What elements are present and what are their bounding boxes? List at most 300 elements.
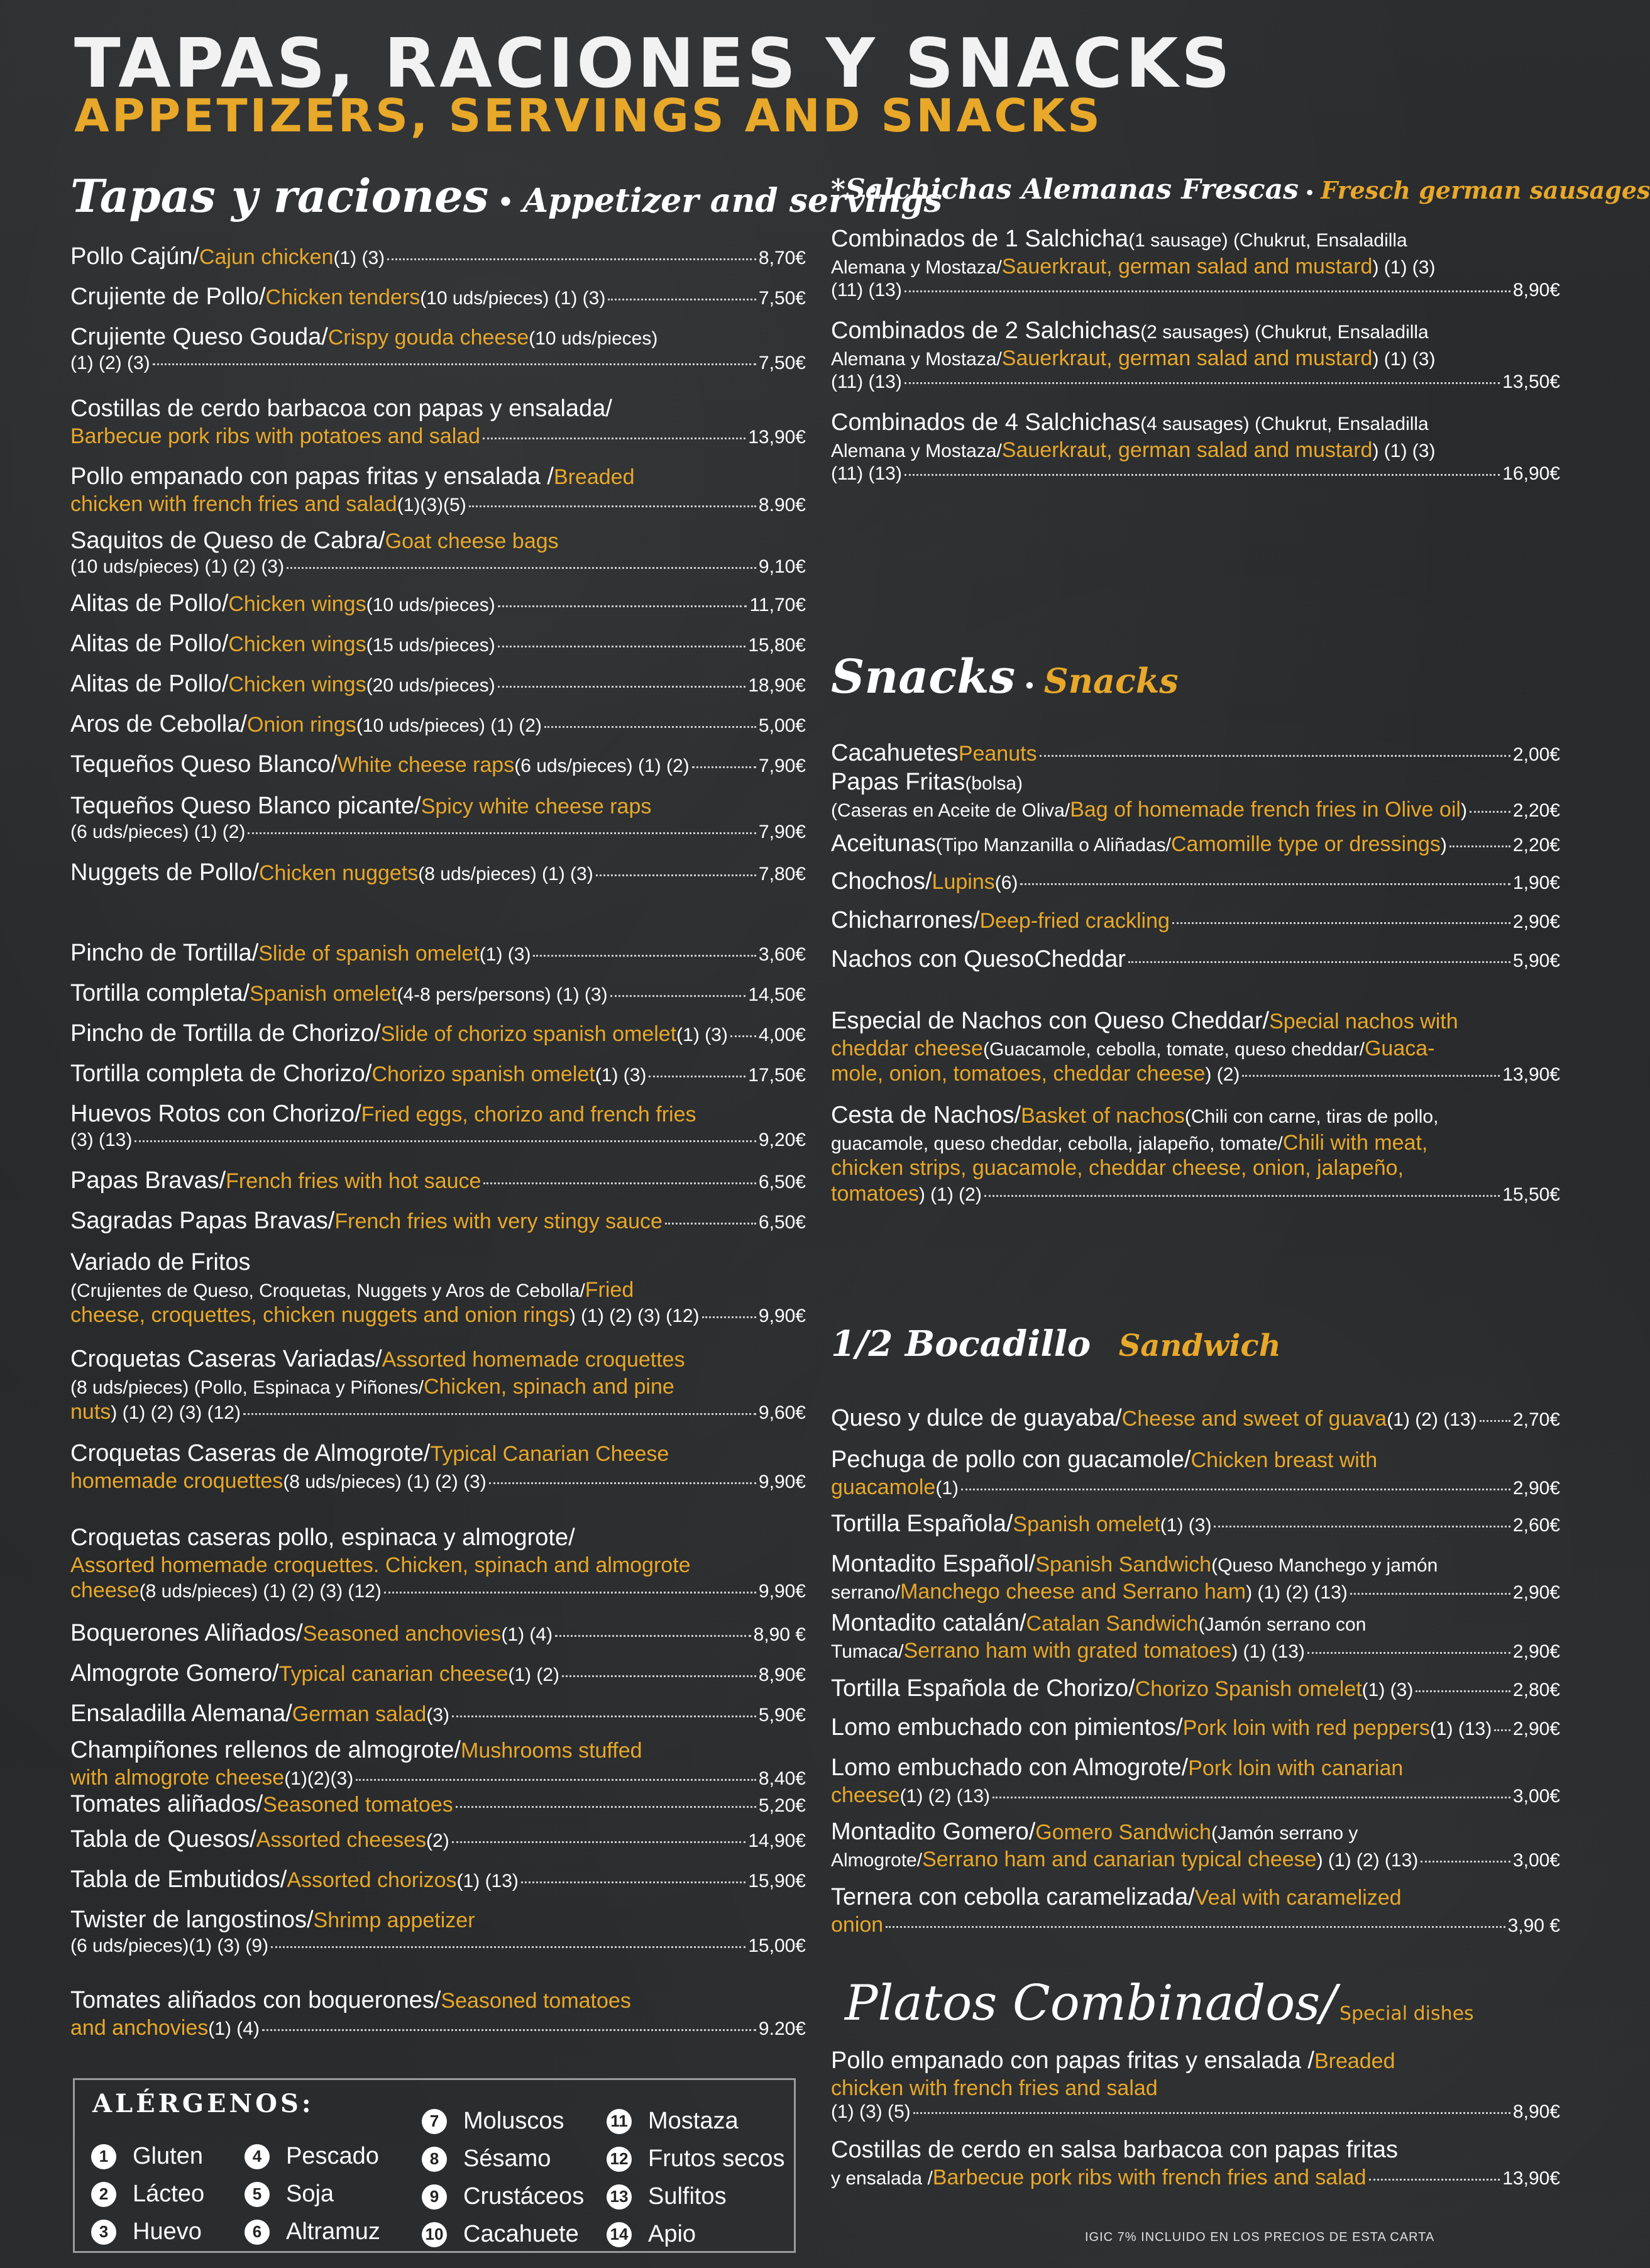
allergen-number-icon: 12: [607, 2147, 632, 2172]
item-detail: (20 uds/pieces): [366, 675, 495, 696]
menu-item: [831, 1510, 1560, 1539]
item-detail: ): [1460, 800, 1467, 821]
item-detail: (Crujientes de Queso, Croquetas, Nuggets y Aros de Cebolla/: [70, 1280, 585, 1301]
item-detail: (1)(3)(5): [397, 494, 466, 515]
item-name: Crujiente de Pollo/: [70, 284, 266, 310]
item-detail: ): [1440, 835, 1447, 856]
item-detail: y ensalada /: [831, 2167, 933, 2189]
menu-item: [70, 1700, 806, 1729]
item-english: Seasoned anchovies: [302, 1622, 502, 1646]
item-english: Chicken tenders: [265, 285, 421, 309]
item-price: 15,50€: [1502, 1184, 1560, 1206]
menu-item: [70, 979, 806, 1008]
item-english: Assorted chorizos: [287, 1868, 457, 1892]
section-title: *Salchichas Alemanas Frescas: [831, 173, 1299, 206]
menu-item: [70, 1736, 806, 1790]
item-name: Crujiente Queso Gouda/: [70, 324, 328, 350]
item-english: Pork loin with red peppers: [1182, 1716, 1430, 1740]
item-detail: (Queso Manchego y jamón: [1211, 1555, 1438, 1576]
item-english: Chorizo Spanish omelet: [1135, 1677, 1362, 1701]
item-name: Alitas de Pollo/: [70, 630, 229, 657]
item-english: Spanish Sandwich: [1035, 1553, 1212, 1577]
item-detail: (10 uds/pieces): [366, 595, 495, 615]
allergen-item: [91, 2181, 204, 2208]
item-english: Chorizo spanish omelet: [371, 1062, 595, 1086]
section-subtitle: Special dishes: [1339, 2003, 1474, 2025]
item-name: Combinados de 2 Salchichas: [831, 317, 1141, 344]
item-english: Fried: [585, 1277, 634, 1302]
item-english: onion: [831, 1912, 884, 1937]
item-price: 2,90€: [1512, 1641, 1560, 1662]
item-english: chicken with french fries and salad: [70, 492, 397, 516]
item-price: 14,50€: [748, 984, 806, 1005]
item-price: 9,90€: [758, 1471, 806, 1492]
menu-item: [831, 1404, 1560, 1433]
allergens-legend: [73, 2078, 796, 2253]
menu-item: [70, 1906, 806, 1957]
item-price: 9,10€: [758, 556, 806, 577]
dot-leader: [533, 955, 756, 957]
item-name: Lomo embuchado con Almogrote/: [831, 1754, 1189, 1781]
menu-item: [831, 317, 1560, 394]
item-price: 3,60€: [758, 944, 806, 965]
menu-item: [70, 1524, 806, 1604]
item-english: Chicken breast with: [1191, 1448, 1378, 1472]
item-detail: (8 uds/pieces) (Pollo, Espinaca y Piñones/: [70, 1377, 424, 1398]
item-detail: (6 uds/pieces) (1) (2): [514, 756, 690, 776]
menu-item: [70, 395, 806, 449]
allergen-item: [245, 2218, 380, 2245]
item-name: Papas Fritas: [831, 769, 965, 795]
item-name: Combinados de 1 Salchicha: [831, 226, 1129, 252]
dot-leader: [1369, 2179, 1500, 2181]
item-name: Combinados de 4 Salchichas: [831, 409, 1141, 436]
item-price: 15,90€: [748, 1871, 806, 1891]
dot-leader: [248, 832, 756, 834]
item-detail: (3) (13): [70, 1129, 133, 1150]
dot-leader: [498, 646, 746, 647]
item-detail: (1) (4): [501, 1624, 553, 1645]
item-detail: (1) (2) (3): [70, 352, 150, 373]
menu-item: [70, 1660, 806, 1688]
dot-leader: [1494, 1729, 1510, 1731]
item-price: 7,50€: [758, 288, 806, 309]
allergen-label: Mostaza: [648, 2108, 739, 2134]
menu-item: [831, 1754, 1560, 1808]
menu-item: [70, 283, 806, 312]
item-english: German salad: [292, 1702, 427, 1726]
menu-item: [70, 710, 806, 739]
dot-leader: [1172, 922, 1510, 924]
menu-item: [70, 1345, 806, 1425]
item-detail: serrano/: [831, 1582, 901, 1603]
item-price: 6,50€: [758, 1212, 806, 1233]
item-price: 9,90€: [758, 1306, 806, 1327]
item-name: Tabla de Quesos/: [70, 1826, 256, 1852]
item-price: 16,90€: [1502, 463, 1560, 485]
dot-leader: [905, 290, 1510, 292]
dot-leader: [469, 505, 756, 507]
item-english: Breaded: [1314, 2049, 1395, 2073]
allergen-item: [91, 2143, 203, 2170]
item-name: Aceitunas: [831, 830, 936, 857]
item-name: Alitas de Pollo/: [70, 590, 229, 617]
tax-note: IGIC 7% INCLUIDO EN LOS PRECIOS DE ESTA CARTA: [1085, 2230, 1435, 2244]
menu-item: [70, 1248, 806, 1328]
item-detail: Alemana y Mostaza/: [831, 256, 1002, 278]
menu-item: [70, 1986, 806, 2040]
dot-leader: [1040, 755, 1510, 757]
item-price: 3,90 €: [1507, 1915, 1560, 1936]
dot-leader: [271, 1946, 745, 1948]
dot-leader: [596, 874, 756, 876]
allergen-number-icon: 14: [607, 2222, 632, 2247]
menu-item: [70, 527, 806, 578]
item-english: Catalan Sandwich: [1026, 1612, 1199, 1636]
menu-item: [70, 1866, 806, 1895]
dot-leader: [1020, 883, 1510, 885]
dot-leader: [702, 1316, 756, 1318]
item-english: Veal with caramelized: [1194, 1886, 1402, 1910]
item-detail: ) (1) (2) (3) (12): [569, 1306, 700, 1327]
heading-separator: •: [1025, 672, 1034, 698]
menu-item: [70, 590, 806, 619]
item-english: Seasoned tomatoes: [263, 1793, 453, 1817]
item-name: Pollo Cajún/: [70, 243, 199, 270]
item-detail: (1) (3): [1160, 1515, 1212, 1536]
item-name: Costillas de cerdo en salsa barbacoa con papas fritas: [831, 2137, 1398, 2163]
dot-leader: [456, 1806, 756, 1808]
item-price: 5,00€: [758, 715, 806, 736]
item-name: Croquetas Caseras Variadas/: [70, 1346, 382, 1372]
menu-item: [70, 1825, 806, 1854]
dot-leader: [1416, 1690, 1510, 1692]
heading-separator: •: [500, 184, 512, 219]
allergen-number-icon: 8: [422, 2147, 447, 2172]
item-name: Tomates aliñados/: [70, 1791, 263, 1817]
allergen-label: Frutos secos: [648, 2145, 785, 2172]
item-detail: (Tipo Manzanilla o Aliñadas/: [935, 835, 1171, 856]
item-detail: ) (1) (3): [1372, 256, 1436, 278]
allergen-item: [245, 2143, 379, 2170]
dot-leader: [610, 995, 746, 997]
item-english: chicken strips, guacamole, cheddar cheese, onion, jalapeño,: [831, 1156, 1404, 1181]
item-english: Fried eggs, chorizo and french fries: [361, 1103, 696, 1126]
item-english: cheese, croquettes, chicken nuggets and onion rings: [70, 1303, 569, 1328]
item-name: Tortilla completa de Chorizo/: [70, 1060, 372, 1087]
item-name: Pincho de Tortilla de Chorizo/: [70, 1020, 381, 1047]
menu-item: [831, 2047, 1560, 2123]
menu-item: [831, 1609, 1560, 1663]
dot-leader: [1480, 1420, 1510, 1422]
item-english: Shrimp appetizer: [313, 1908, 475, 1932]
item-detail: (1) (13): [456, 1871, 519, 1891]
item-english: cheese: [70, 1578, 140, 1603]
item-english: Pork loin with canarian: [1188, 1756, 1404, 1780]
item-detail: ) (1) (3): [1372, 440, 1436, 461]
item-price: 5,20€: [758, 1795, 806, 1816]
item-name: Nachos con Queso: [831, 946, 1035, 972]
item-detail: (8 uds/pieces) (1) (3): [418, 864, 593, 884]
dot-leader: [1421, 1861, 1510, 1863]
item-name: Costillas de cerdo barbacoa con papas y ensalada/: [70, 395, 612, 422]
item-name: Tortilla Española de Chorizo/: [831, 1675, 1135, 1702]
allergen-item: [607, 2145, 785, 2172]
menu-item: [70, 1060, 806, 1089]
item-price: 13,90€: [1502, 1064, 1560, 1086]
item-price: 13,50€: [1502, 372, 1560, 393]
allergen-item: [607, 2108, 739, 2135]
item-english: Chicken, spinach and pine: [423, 1374, 674, 1399]
item-detail: Almogrote/: [831, 1849, 923, 1871]
dot-leader: [262, 2029, 756, 2031]
item-price: 5,90€: [1512, 950, 1560, 971]
menu-item: [70, 1020, 806, 1049]
item-english: Basket of nachos: [1021, 1104, 1185, 1128]
item-detail: (1) (3): [1361, 1680, 1414, 1700]
menu-item: [70, 670, 806, 699]
item-price: 9.20€: [758, 2018, 806, 2039]
section-title: Platos Combinados/: [845, 1975, 1337, 2032]
dot-leader: [498, 686, 746, 688]
menu-item: [70, 1207, 806, 1236]
item-detail: guacamole, queso cheddar, cebolla, jalapeño, tomate/: [831, 1133, 1283, 1154]
item-detail: (1) (3) (5): [831, 2101, 911, 2123]
allergen-number-icon: 9: [422, 2184, 447, 2210]
menu-item: [831, 1007, 1560, 1087]
item-name: Cheddar: [1034, 946, 1126, 972]
allergen-item: [422, 2108, 564, 2135]
section-heading-sausages: [831, 173, 1650, 206]
item-price: 2,90€: [1512, 1719, 1560, 1739]
item-english: Lupins: [932, 870, 995, 894]
menu-item: [831, 1818, 1560, 1872]
item-price: 8,90€: [758, 1665, 806, 1685]
menu-item: [70, 463, 806, 517]
allergen-item: [607, 2183, 727, 2210]
item-price: 8,90€: [1512, 2101, 1560, 2123]
item-english: Assorted homemade croquettes. Chicken, spinach and almogrote: [70, 1553, 691, 1577]
item-detail: (1) (2): [508, 1665, 560, 1685]
menu-item: [70, 1619, 806, 1648]
menu-subtitle: APPETIZERS, SERVINGS AND SNACKS: [74, 89, 1103, 142]
menu-item: [831, 867, 1560, 896]
item-name: Montadito Español/: [831, 1551, 1036, 1577]
section-heading-platos: [845, 1975, 1560, 2032]
item-name: Pincho de Tortilla/: [70, 940, 259, 966]
item-name: Croquetas Caseras de Almogrote/: [70, 1440, 431, 1467]
item-name: Boquerones Aliñados/: [70, 1620, 303, 1646]
item-price: 8,90 €: [753, 1624, 806, 1645]
item-name: Nuggets de Pollo/: [70, 859, 259, 886]
item-price: 2,70€: [1512, 1409, 1560, 1430]
section-heading-tapas: [70, 169, 942, 223]
dot-leader: [1214, 1526, 1510, 1528]
item-detail: (3): [426, 1705, 449, 1726]
item-detail: (6): [994, 873, 1018, 893]
allergen-number-icon: 7: [422, 2109, 447, 2134]
item-detail: (bolsa): [965, 773, 1023, 794]
dot-leader: [608, 299, 756, 300]
item-price: 2,60€: [1512, 1515, 1560, 1536]
item-name: Tortilla completa/: [70, 980, 250, 1006]
allergens-title: ALÉRGENOS:: [92, 2089, 314, 2118]
item-price: 5,90€: [758, 1705, 806, 1726]
dot-leader: [1307, 1652, 1510, 1654]
item-english: French fries with very stingy sauce: [334, 1209, 663, 1233]
menu-item: [831, 945, 1560, 974]
item-detail: (Jamón serrano y: [1211, 1823, 1358, 1844]
item-detail: (1) (13): [1429, 1719, 1492, 1739]
item-name: Saquitos de Queso de Cabra/: [70, 527, 385, 554]
item-english: cheddar cheese: [831, 1036, 983, 1060]
item-name: Champiñones rellenos de almogrote/: [70, 1737, 461, 1763]
dot-leader: [1128, 961, 1510, 963]
menu-item: [70, 1440, 806, 1494]
item-price: 7,90€: [758, 821, 806, 842]
item-english: Bag of homemade french fries in Olive oil: [1070, 797, 1461, 822]
item-price: 2,90€: [1512, 911, 1560, 932]
menu-item: [831, 1550, 1560, 1604]
item-english: Cheese and sweet of guava: [1121, 1407, 1387, 1431]
dot-leader: [1449, 845, 1510, 847]
item-english: Slide of chorizo spanish omelet: [380, 1022, 677, 1046]
item-english: chicken with french fries and salad: [831, 2076, 1158, 2100]
item-detail: ) (1) (2): [918, 1184, 982, 1206]
menu-title: TAPAS, RACIONES Y SNACKS: [74, 25, 1233, 103]
allergen-label: Gluten: [133, 2143, 203, 2169]
item-detail: (1) (4): [208, 2018, 260, 2039]
item-english: Sauerkraut, german salad and mustard: [1001, 346, 1373, 370]
allergen-number-icon: 4: [245, 2144, 270, 2169]
dot-leader: [913, 2112, 1510, 2114]
dot-leader: [730, 1035, 756, 1037]
item-name: Ensaladilla Alemana/: [70, 1700, 292, 1727]
item-english: Deep-fried crackling: [979, 909, 1170, 933]
item-english: Gomero Sandwich: [1035, 1820, 1211, 1844]
item-english: Chicken wings: [228, 592, 366, 616]
section-heading-sandwich: [831, 1323, 1560, 1365]
item-english: Chicken nuggets: [258, 861, 419, 885]
item-english: Guaca-: [1364, 1036, 1435, 1060]
item-english: cheese: [831, 1783, 900, 1807]
item-name: Especial de Nachos con Queso Cheddar/: [831, 1008, 1270, 1034]
dot-leader: [384, 1592, 756, 1594]
dot-leader: [905, 474, 1500, 476]
menu-item: [831, 1101, 1560, 1207]
menu-item: [831, 1714, 1560, 1742]
item-detail: (Caseras en Aceite de Oliva/: [831, 800, 1070, 821]
item-name: Pollo empanado con papas fritas y ensalada /: [70, 463, 554, 490]
menu-item: [831, 1883, 1560, 1937]
item-detail: (6 uds/pieces)(1) (3) (9): [70, 1935, 269, 1956]
item-price: 8,90€: [1512, 280, 1560, 301]
allergen-label: Crustáceos: [463, 2183, 585, 2210]
item-english: Slide of spanish omelet: [258, 942, 480, 966]
item-detail: (1) (3): [595, 1065, 647, 1086]
allergen-number-icon: 3: [91, 2220, 116, 2245]
item-english: Chili with meat,: [1282, 1130, 1428, 1155]
menu-item: [831, 830, 1560, 859]
item-name: Montadito Gomero/: [831, 1819, 1036, 1845]
item-english: with almogrote cheese: [70, 1765, 285, 1790]
item-name: Sagradas Papas Bravas/: [70, 1208, 335, 1234]
item-english: Typical canarian cheese: [278, 1662, 509, 1686]
item-english: guacamole: [831, 1475, 936, 1499]
allergen-item: [422, 2221, 579, 2248]
item-price: 9,20€: [758, 1129, 806, 1150]
menu-item: [831, 739, 1560, 768]
dot-leader: [562, 1675, 756, 1677]
menu-item: [831, 2136, 1560, 2190]
item-detail: (Guacamole, cebolla, tomate, queso cheddar/: [982, 1038, 1365, 1060]
allergen-label: Soja: [286, 2181, 334, 2207]
item-english: homemade croquettes: [70, 1468, 283, 1493]
item-name: Variado de Fritos: [70, 1249, 251, 1275]
item-english: Spanish omelet: [250, 982, 397, 1006]
item-detail: (1 sausage) (Chukrut, Ensaladilla: [1128, 230, 1407, 251]
allergen-label: Cacahuete: [463, 2221, 579, 2247]
item-price: 13,90€: [748, 426, 806, 448]
allergen-number-icon: 5: [245, 2182, 270, 2207]
item-price: 15,00€: [748, 1935, 806, 1956]
item-price: 2,00€: [1512, 744, 1560, 765]
section-title: 1/2 Bocadillo: [831, 1323, 1091, 1365]
dot-leader: [287, 567, 756, 569]
item-detail: (Chili con carne, tiras de pollo,: [1184, 1106, 1439, 1127]
item-english: Chicken wings: [228, 632, 366, 656]
item-price: 7,50€: [758, 352, 806, 373]
allergen-item: [607, 2221, 696, 2248]
item-name: Twister de langostinos/: [70, 1907, 314, 1933]
item-english: Peanuts: [958, 742, 1037, 766]
item-english: Goat cheese bags: [385, 529, 559, 553]
dot-leader: [555, 1635, 751, 1637]
item-english: Onion rings: [246, 713, 356, 737]
item-english: Assorted cheeses: [256, 1828, 427, 1852]
item-detail: (1) (3): [333, 248, 385, 268]
item-english: tomatoes: [831, 1182, 919, 1206]
item-english: Camomille type or dressings: [1170, 832, 1441, 856]
dot-leader: [521, 1881, 745, 1883]
item-price: 2,20€: [1512, 835, 1560, 856]
item-price: 4,00€: [758, 1025, 806, 1045]
section-subtitle: Fresch german sausages: [1321, 176, 1650, 204]
menu-item: [831, 1675, 1560, 1704]
item-detail: ) (1) (2) (13): [1246, 1582, 1348, 1603]
item-detail: (11) (13): [831, 463, 902, 485]
dot-leader: [692, 766, 756, 768]
item-english: French fries with hot sauce: [226, 1169, 481, 1193]
item-detail: (8 uds/pieces) (1) (2) (3): [283, 1471, 487, 1492]
item-detail: (4 sausages) (Chukrut, Ensaladilla: [1140, 414, 1429, 434]
item-detail: (10 uds/pieces) (1) (2) (3): [70, 556, 285, 577]
item-detail: Alemana y Mostaza/: [831, 440, 1002, 461]
dot-leader: [1470, 811, 1510, 813]
item-price: 13,90€: [1502, 2167, 1560, 2189]
dot-leader: [886, 1926, 1505, 1928]
item-name: Tequeños Queso Blanco/: [70, 751, 338, 778]
item-english: Barbecue pork ribs with french fries and salad: [932, 2165, 1367, 2189]
item-detail: (4-8 pers/persons) (1) (3): [397, 984, 608, 1005]
item-detail: (Jamón serrano con: [1198, 1614, 1367, 1635]
item-detail: (11) (13): [831, 280, 902, 301]
dot-leader: [993, 1797, 1510, 1798]
item-english: Serrano ham and canarian typical cheese: [922, 1847, 1317, 1871]
allergen-label: Moluscos: [463, 2108, 564, 2134]
menu-item: [70, 1790, 806, 1819]
section-title: Tapas y raciones: [70, 169, 489, 223]
